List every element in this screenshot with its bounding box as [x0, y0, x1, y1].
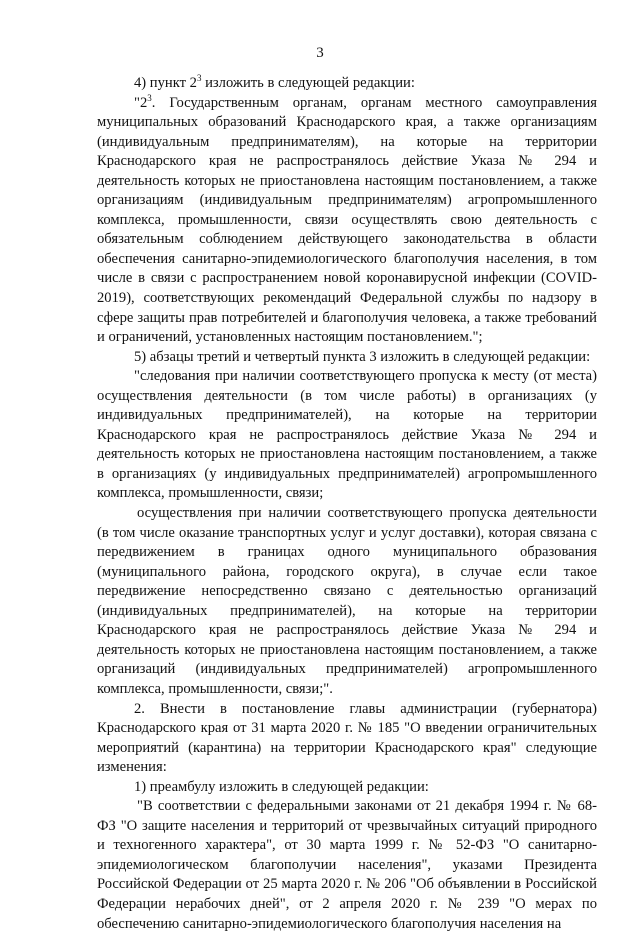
paragraph-text: 4) пункт 2 — [134, 75, 197, 91]
paragraph-following: "следования при наличии соответствующего пропуска к месту (от места) осуществления деятельности (в том числе работы) в организациях (у индивидуальных предпринимателей), на которые на территории Краснодарского края не распространялось действие Указа № 294 и деятельность которых не приостановлена настоящим постановлением, а также в организациях (у индивидуальных предпринимателей) агропромышленного комплекса, промышленности, связи; — [97, 368, 597, 502]
paragraph-clause-2-3 — [97, 94, 597, 348]
paragraph-text: изложить в следующей редакции: — [201, 75, 415, 91]
document-body — [97, 74, 597, 934]
paragraph-text: "2 — [134, 94, 148, 111]
paragraph-preamble-text: "В соответствии с федеральными законами от 21 декабря 1994 г. № 68-ФЗ "О защите населения и территорий от чрезвычайных ситуаций природного и техногенного характера", от 30 марта 1999 г. № 52-ФЗ "О санитарно-эпидемиологическом благополучии населения", указами Президента Российской Федерации от 25 марта 2020 г. № 206 "Об объявлении в Российской Федерации нерабочих дней", от 2 апреля 2020 г. № 239 "О мерах по обеспечению санитарно-эпидемиологического благополучия населения на — [97, 798, 597, 932]
superscript: 3 — [196, 73, 202, 84]
paragraph-activity: осуществления при наличии соответствующего пропуска деятельности (в том числе оказание транспортных услуг и услуг доставки), которая связана с передвижением в границах одного муниципального образования (муниципального района, городского округа), в случае если такое передвижение непосредственно связано с деятельностью организаций (индивидуальных предпринимателей), на которые на территории Краснодарского края не распространялось действие Указа № 294 и деятельность которых не приостановлена настоящим постановлением, а также организаций (индивидуальных предпринимателей) агропромышленного комплекса, промышленности, связи;". — [97, 505, 597, 697]
paragraph-section-2: 2. Внести в постановление главы администрации (губернатора) Краснодарского края от 31 марта 2020 г. № 185 "О введении ограничительных мероприятий (карантина) на территории Краснодарского края" следующие изменения: — [97, 700, 597, 776]
paragraph-preamble-item: 1) преамбулу изложить в следующей редакции: — [134, 778, 429, 795]
superscript: 3 — [147, 92, 152, 103]
paragraph-item-4 — [97, 74, 597, 94]
page-number: 3 — [316, 45, 324, 61]
paragraph-item-5: 5) абзацы третий и четвертый пункта 3 изложить в следующей редакции: — [134, 348, 591, 365]
paragraph-text: . Государственным органам, органам местного самоуправления муниципальных образований Краснодарского края, а также организациям (индивидуальным предпринимателям), на которые на территории Краснодарского края не распространялось действие Указа № 294 и деятельность которых не приостановлена настоящим постановлением, а также организациям (индивидуальным предпринимателям) агропромышленного комплекса, промышленности, связи осуществлять свою деятельность с обязательным соблюдением действующего законодательства в области обеспечения санитарно-эпидемиологического благополучия населения, в том числе в связи с распространением новой коронавирусной инфекции (COVID-2019), соответствующих рекомендаций Федеральной службы по надзору в сфере защиты прав потребителей и благополучия человека, а также требований и ограничений, установленных настоящим постановлением."; — [97, 94, 597, 346]
